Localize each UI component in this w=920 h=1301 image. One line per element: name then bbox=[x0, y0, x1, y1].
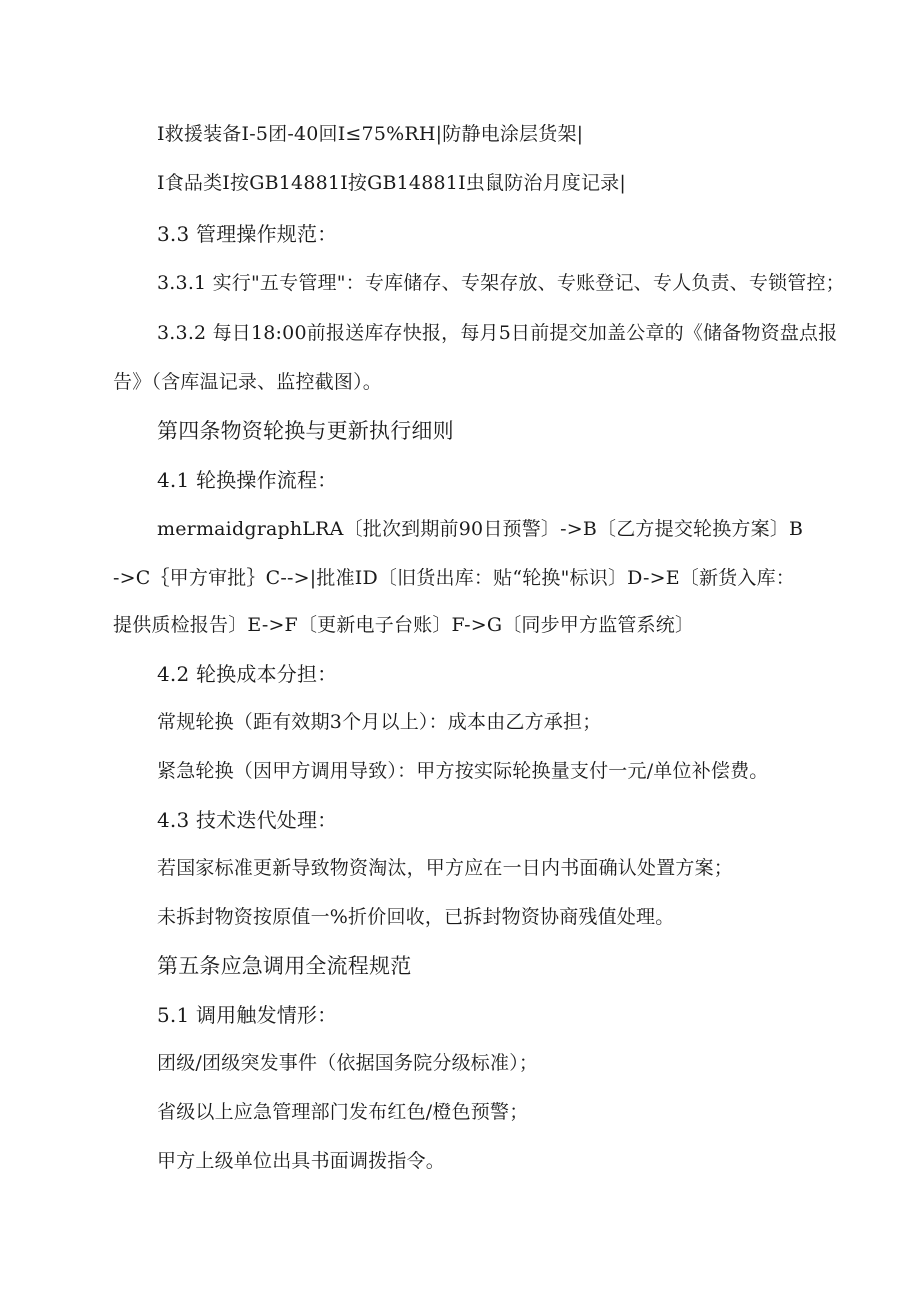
flow-text-line-3: 提供质检报告〕E->F〔更新电子台账〕F->G〔同步甲方监管系统〕 bbox=[113, 614, 695, 636]
paragraph-3-3-1: 3.3.1 实行"五专管理"：专库储存、专架存放、专账登记、专人负责、专锁管控； bbox=[157, 272, 845, 294]
flow-text-line-1: mermaidgraphLRA〔批次到期前90日预警〕->B〔乙方提交轮换方案〕B bbox=[157, 518, 804, 540]
section-heading-5-1: 5.1 调用触发情形： bbox=[157, 1003, 338, 1027]
table-row-rescue-equipment: I救援装备I-5团-40回I≤75%RH|防静电涂层货架| bbox=[157, 123, 584, 145]
list-item-trigger-1: 团级/团级突发事件（依据国务院分级标准）； bbox=[157, 1052, 539, 1074]
list-item-trigger-2: 省级以上应急管理部门发布红色/橙色预警； bbox=[157, 1101, 529, 1123]
paragraph-emergency-rotation: 紧急轮换（因甲方调用导致）：甲方按实际轮换量支付一元/单位补偿费。 bbox=[157, 760, 769, 782]
article-heading-5: 第五条应急调用全流程规范 bbox=[157, 954, 412, 978]
article-heading-4: 第四条物资轮换与更新执行细则 bbox=[157, 419, 454, 443]
paragraph-standard-update: 若国家标准更新导致物资淘汰，甲方应在一日内书面确认处置方案； bbox=[157, 857, 734, 879]
section-heading-4-3: 4.3 技术迭代处理： bbox=[157, 808, 338, 832]
paragraph-unsealed-recovery: 未拆封物资按原值一%折价回收，已拆封物资协商残值处理。 bbox=[157, 906, 675, 928]
section-heading-4-2: 4.2 轮换成本分担： bbox=[157, 662, 338, 686]
section-heading-4-1: 4.1 轮换操作流程： bbox=[157, 468, 338, 492]
paragraph-3-3-2: 3.3.2 每日18:00前报送库存快报，每月5日前提交加盖公章的《储备物资盘点报 bbox=[157, 322, 838, 344]
list-item-trigger-3: 甲方上级单位出具书面调拨指令。 bbox=[157, 1150, 446, 1172]
paragraph-3-3-2-continued: 告》（含库温记录、监控截图）。 bbox=[113, 371, 383, 393]
section-heading-3-3: 3.3 管理操作规范： bbox=[157, 222, 338, 246]
paragraph-regular-rotation: 常规轮换（距有效期3个月以上）：成本由乙方承担； bbox=[157, 711, 602, 733]
flow-text-line-2: ->C｛甲方审批｝C-->|批准ID〔旧货出库：贴“轮换"标识〕D->E〔新货入库： bbox=[113, 567, 795, 589]
table-row-food: I食品类I按GB14881I按GB14881I虫鼠防治月度记录| bbox=[157, 172, 626, 194]
